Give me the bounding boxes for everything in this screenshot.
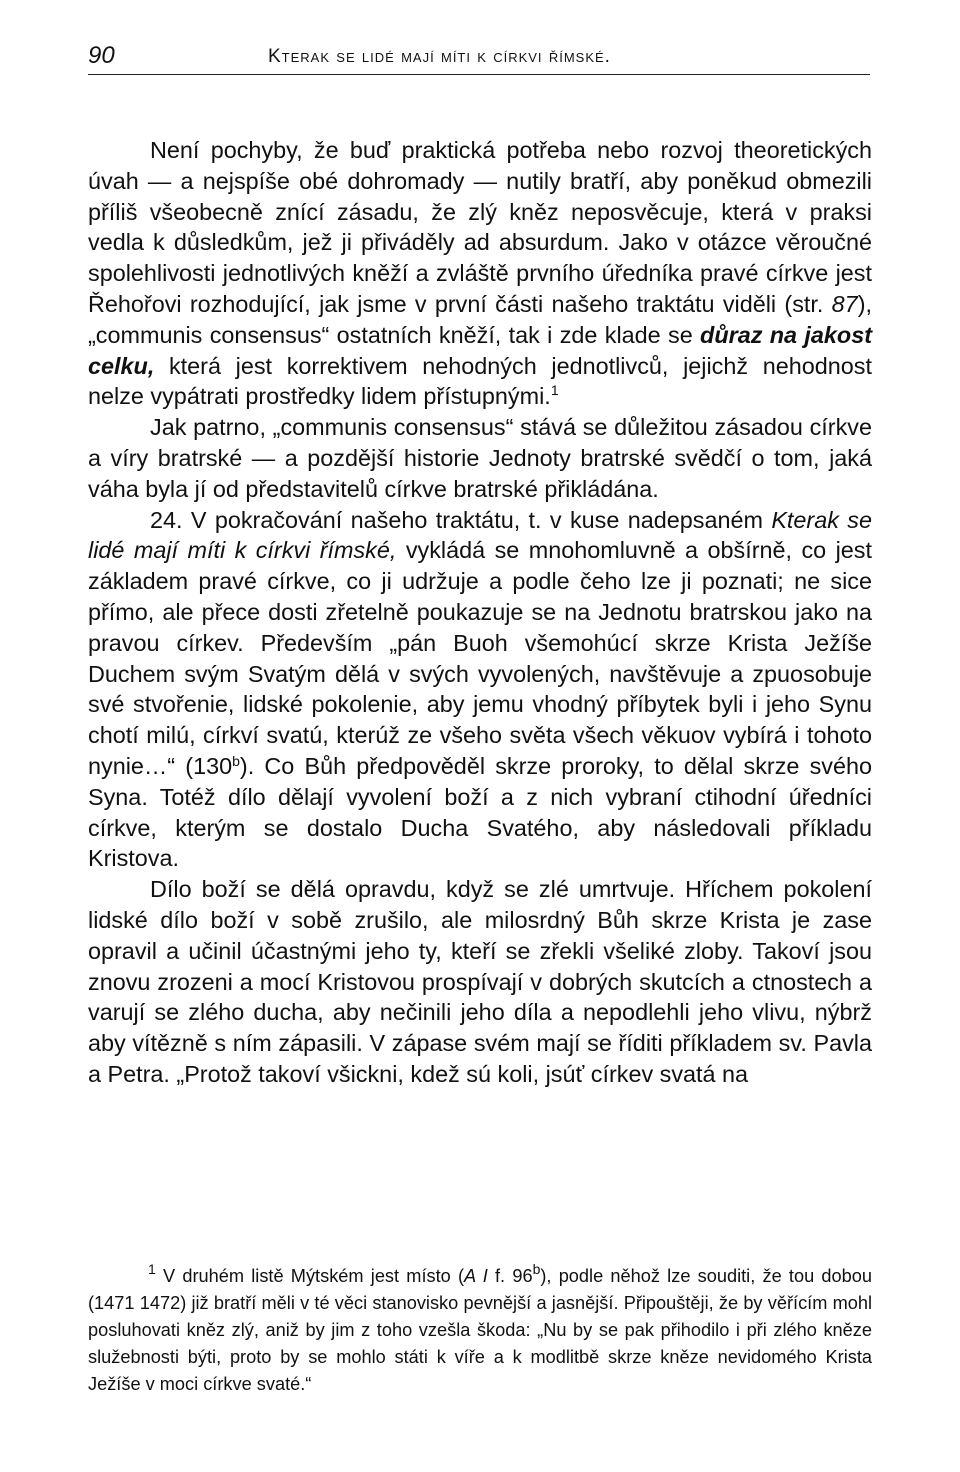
page-number: 90 — [88, 42, 115, 69]
paragraph-3-text-c: ). Co Bůh předpověděl skrze proroky, to dělal skrze svého Syna. Totéž dílo dělají vyvolení boží a z nich vybraní ctihodní úředníci církve, kterým se dostalo Ducha Svatého, aby následovali příkladu Kristova. — [88, 752, 872, 872]
footnote-source-ref: A I — [464, 1266, 488, 1286]
paragraph-3-text-b: vykládá se mnohomluvně a obšírně, co jest základem pravé církve, co ji udržuje a podle čeho lze ji poznati; ne sice přímo, ale přece dosti zřetelně poukazuje se na Jednotu bratrskou jako na pravou církev. Především „pán Buoh všemohúcí skrze Krista Ježíše Duchem svým Svatým dělá v svých vyvolených, navštěvuje a zpuosobuje své stvořenie, lidské pokolenie, aby jemu vhodný příbytek byli i jeho Synu chotí milú, církví svatú, kterúž ze všeho světa všech věkuov vybírá i tohoto nynie…“ (130 — [88, 537, 872, 779]
footnote-text-b: f. 96 — [487, 1266, 533, 1286]
paragraph-1-text-a: Není pochyby, že buď praktická potřeba nebo rozvoj theoretických úvah — a nejspíše obé dohromady — nutily bratří, aby poněkud obmezili příliš všeobecně znící zásadu, že zlý kněz neposvěcuje, která v praksi vedla k důsledkům, jež ji přiváděly ad absurdum. Jako v otázce věroučné spolehlivosti jednotlivých kněží a zvláště prvního úředníka pravé církve jest Řehořovi rozhodující, jak jsme v první části našeho traktátu viděli (str. — [88, 137, 872, 317]
footnotes — [88, 1263, 872, 1398]
footnote-text-c: ), podle něhož lze souditi, že tou dobou (1471 1472) již bratří měli v té věci stanovisko pevnější a jasnější. Připouštěji, že by věřícím mohl posluhovati kněz zlý, aniž by jim z toho vzešla škoda: „Nu by se pak přihodilo i při zlého kněze služebnosti býti, proto by se mohlo státi k víře a k modlitbě skrze kněze nevidomého Krista Ježíše v moci církve svaté.“ — [88, 1266, 872, 1394]
superscript-b: b — [232, 752, 240, 769]
footnote-text-a: V druhém listě Mýtském jest místo ( — [155, 1266, 465, 1286]
paragraph-1-text-c: která jest korrektivem nehodných jednotlivců, jejichž nehodnost nelze vypátrati prostředky lidem přístupnými. — [88, 352, 872, 410]
footnote-reference: 1 — [550, 382, 559, 399]
page-reference: 87 — [831, 290, 858, 317]
emphasis-phrase: důraz na jakost celku, — [88, 321, 872, 379]
footnote-superscript-b: b — [532, 1261, 541, 1277]
page-header — [88, 42, 870, 75]
footnote-mark: 1 — [148, 1261, 156, 1277]
paragraph-3 — [88, 505, 872, 875]
paragraph-1-text-b: ), „communis consensus“ ostatních kněží, tak i zde klade se — [88, 290, 872, 348]
paragraph-4: Dílo boží se dělá opravdu, když se zlé umrtvuje. Hříchem pokolení lidské dílo boží v sobě zrušilo, ale milosrdný Bůh skrze Krista je zase opravil a učinil účastnými jeho ty, kteří se zřekli všeliké zloby. Takoví jsou znovu zrozeni a mocí Kristovou prospívají v dobrých skutcích a ctnostech a varují se zlého ducha, aby nečinili jeho díla a nepodlehli jeho vlivu, nýbrž aby vítězně s ním zápasili. V zápase svém mají se říditi příkladem sv. Pavla a Petra. „Protož takoví všickni, kdež sú koli, jsúť církev svatá na — [88, 876, 872, 1087]
running-title: Kterak se lidé mají míti k církvi římské. — [268, 46, 611, 67]
work-title: Kterak se lidé mají míti k církvi římské, — [88, 506, 872, 564]
footnote-1 — [88, 1263, 872, 1398]
main-text — [88, 135, 872, 1090]
paragraph-3-text-a: 24. V pokračování našeho traktátu, t. v kuse nadepsaném — [150, 506, 772, 533]
paragraph-1 — [88, 135, 872, 412]
paragraph-2: Jak patrno, „communis consensus“ stává se důležitou zásadou církve a víry bratrské — a pozdější historie Jednoty bratrské svědčí o tom, jaká váha byla jí od představitelů církve bratrské přikládána. — [88, 414, 872, 502]
